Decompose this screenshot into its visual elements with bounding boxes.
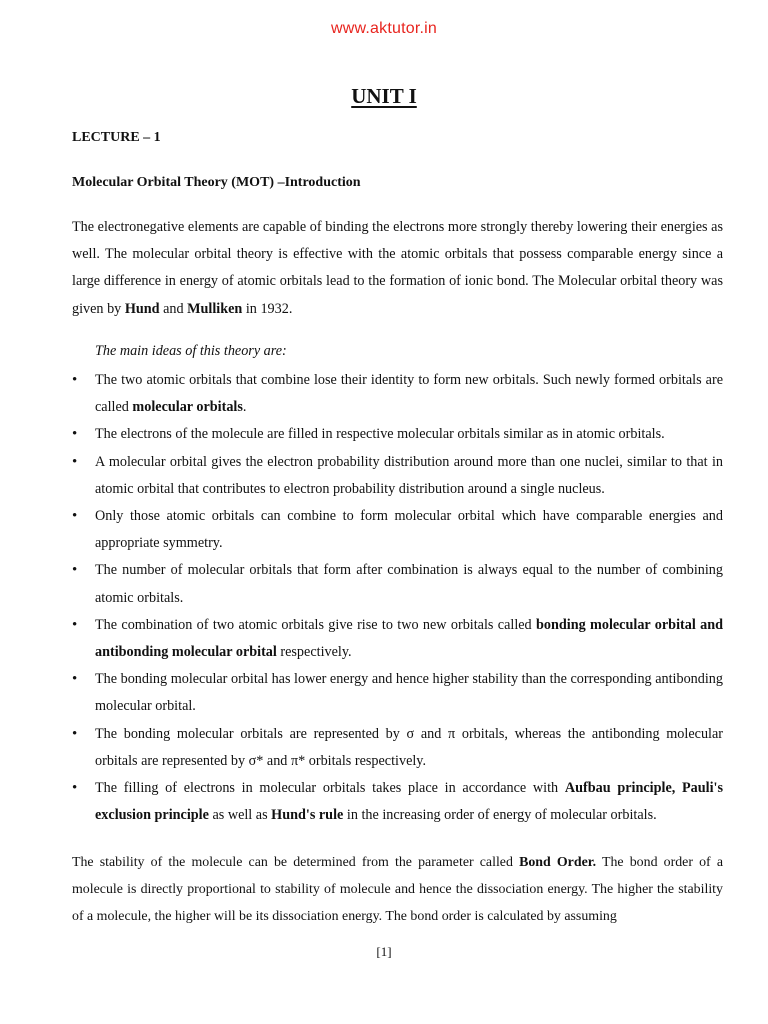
bond-order-paragraph: The stability of the molecule can be determined from the parameter called Bond Order. The bond order of a molecule is directly proportional to stability of molecule and hence the dissociation energy. The higher the stability of a molecule, the higher will be its dissociation energy. The bond order is calculated by assuming xyxy=(72,855,723,925)
list-item: • The filling of electrons in molecular orbitals takes place in accordance with Aufbau principle, Pauli's exclusion principle as well as Hund's rule in the increasing order of energy of molecular orbitals. xyxy=(72,775,723,829)
section-heading: Molecular Orbital Theory (MOT) –Introduction xyxy=(72,175,361,190)
list-item: • Only those atomic orbitals can combine to form molecular orbital which have comparable energies and appropriate symmetry. xyxy=(72,503,723,557)
list-item: • The electrons of the molecule are filled in respective molecular orbitals similar as in atomic orbitals. xyxy=(72,421,723,448)
intro-paragraph: The electronegative elements are capable of binding the electrons more strongly thereby lowering their energies as well. The molecular orbital theory is effective with the atomic orbitals that possess comparable energy since a large difference in energy of atomic orbitals lead to the formation of ionic bond. The Molecular orbital theory was given by Hund and Mulliken in 1932. xyxy=(72,219,723,317)
list-item: • The bonding molecular orbitals are represented by σ and π orbitals, whereas the antibonding molecular orbitals are represented by σ* and π* orbitals respectively. xyxy=(72,721,723,775)
list-item: • A molecular orbital gives the electron probability distribution around more than one nuclei, similar to that in atomic orbital that contributes to electron probability distribution around a single nucleus. xyxy=(72,449,723,503)
page-number: [1] xyxy=(376,944,392,959)
main-ideas-label: The main ideas of this theory are: xyxy=(95,343,287,359)
watermark-link[interactable]: www.aktutor.in xyxy=(331,20,437,37)
lecture-heading: LECTURE – 1 xyxy=(72,130,161,145)
main-ideas-list xyxy=(72,367,723,829)
list-item: • The combination of two atomic orbitals give rise to two new orbitals called bonding molecular orbital and antibonding molecular orbital respectively. xyxy=(72,612,723,666)
site-watermark[interactable] xyxy=(0,20,768,38)
list-item: • The two atomic orbitals that combine lose their identity to form new orbitals. Such newly formed orbitals are called molecular orbitals. xyxy=(72,367,723,421)
list-item: • The number of molecular orbitals that form after combination is always equal to the number of combining atomic orbitals. xyxy=(72,557,723,611)
unit-title: UNIT I xyxy=(351,84,417,108)
list-item: • The bonding molecular orbital has lower energy and hence higher stability than the corresponding antibonding molecular orbital. xyxy=(72,666,723,720)
